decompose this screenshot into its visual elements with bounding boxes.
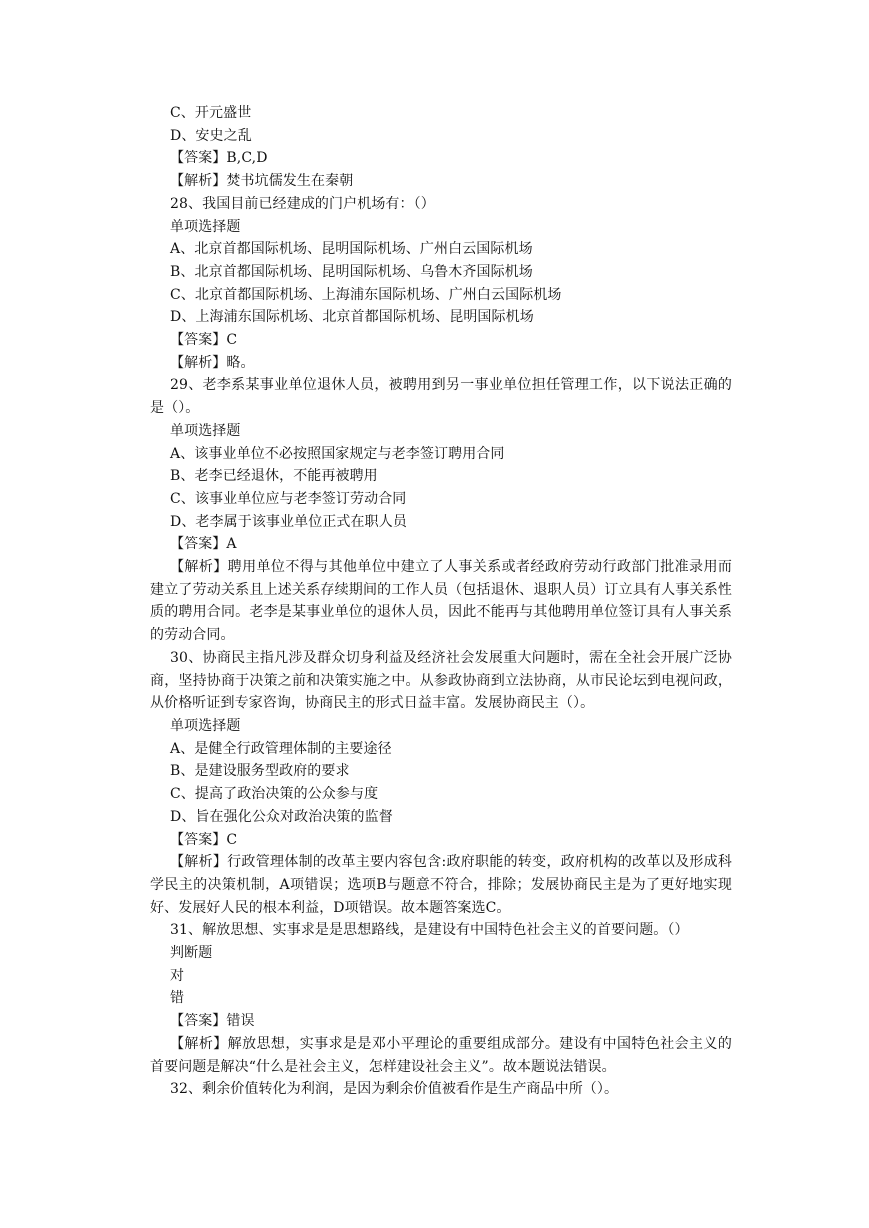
q30-stem: 30、协商民主指凡涉及群众切身利益及经济社会发展重大问题时，需在全社会开展广泛协商，坚持协商于决策之前和决策实施之中。从参政协商到立法协商，从市民论坛到电视问政，从价格听证到专家咨询，协商民主的形式日益丰富。发展协商民主（）。 bbox=[150, 649, 732, 712]
q31-stem: 31、解放思想、实事求是是思想路线，是建设有中国特色社会主义的首要问题。（） bbox=[170, 922, 689, 939]
q29-option-a: A、该事业单位不必按照国家规定与老李签订聘用合同 bbox=[170, 445, 505, 462]
q31-analysis: 【解析】解放思想，实事求是是邓小平理论的重要组成部分。建设有中国特色社会主义的首要问题是解决“什么是社会主义，怎样建设社会主义”。故本题说法错误。 bbox=[150, 1035, 732, 1075]
q31-option-false: 错 bbox=[170, 990, 185, 1007]
q31-type: 判断题 bbox=[170, 945, 213, 962]
q30-type: 单项选择题 bbox=[170, 717, 241, 734]
q30-option-c: C、提高了政治决策的公众参与度 bbox=[170, 786, 379, 803]
q27-analysis: 【解析】焚书坑儒发生在秦朝 bbox=[170, 173, 354, 190]
q28-analysis: 【解析】略。 bbox=[170, 354, 255, 371]
q28-stem: 28、我国目前已经建成的门户机场有：（） bbox=[170, 195, 435, 212]
q28-option-c: C、北京首都国际机场、上海浦东国际机场、广州白云国际机场 bbox=[170, 286, 562, 303]
q29-type: 单项选择题 bbox=[170, 422, 241, 439]
q30-option-b: B、是建设服务型政府的要求 bbox=[170, 763, 350, 780]
q29-option-d: D、老李属于该事业单位正式在职人员 bbox=[170, 513, 407, 530]
q29-option-c: C、该事业单位应与老李签订劳动合同 bbox=[170, 490, 407, 507]
q29-answer: 【答案】A bbox=[170, 536, 237, 553]
q29-analysis: 【解析】聘用单位不得与其他单位中建立了人事关系或者经政府劳动行政部门批准录用而建立了劳动关系且上述关系存续期间的工作人员（包括退休、退职人员）订立具有人事关系性质的聘用合同。老李是某事业单位的退休人员，因此不能再与其他聘用单位签订具有人事关系的劳动合同。 bbox=[150, 559, 732, 644]
q30-analysis: 【解析】行政管理体制的改革主要内容包含:政府职能的转变，政府机构的改革以及形成科学民主的决策机制，A项错误；选项B与题意不符合，排除；发展协商民主是为了更好地实现好、发展好人民的根本利益，D项错误。故本题答案选C。 bbox=[150, 854, 732, 916]
q28-option-b: B、北京首都国际机场、昆明国际机场、乌鲁木齐国际机场 bbox=[170, 263, 533, 280]
q27-answer: 【答案】B,C,D bbox=[170, 150, 268, 167]
document-page bbox=[150, 102, 732, 1101]
q28-option-d: D、上海浦东国际机场、北京首都国际机场、昆明国际机场 bbox=[170, 309, 534, 326]
q29-stem: 29、老李系某事业单位退休人员，被聘用到另一事业单位担任管理工作，以下说法正确的是（）。 bbox=[150, 377, 732, 417]
q27-option-d: D、安史之乱 bbox=[170, 127, 252, 144]
q30-option-a: A、是健全行政管理体制的主要途径 bbox=[170, 740, 392, 757]
q28-answer: 【答案】C bbox=[170, 332, 238, 349]
q30-option-d: D、旨在强化公众对政治决策的监督 bbox=[170, 808, 393, 825]
q29-option-b: B、老李已经退休，不能再被聘用 bbox=[170, 468, 378, 485]
q28-option-a: A、北京首都国际机场、昆明国际机场、广州白云国际机场 bbox=[170, 241, 533, 258]
q28-type: 单项选择题 bbox=[170, 218, 241, 235]
q31-answer: 【答案】错误 bbox=[170, 1013, 255, 1030]
q32-stem: 32、剩余价值转化为利润，是因为剩余价值被看作是生产商品中所（）。 bbox=[170, 1081, 619, 1098]
q30-answer: 【答案】C bbox=[170, 831, 238, 848]
q27-option-c: C、开元盛世 bbox=[170, 105, 252, 121]
q31-option-true: 对 bbox=[170, 967, 185, 984]
